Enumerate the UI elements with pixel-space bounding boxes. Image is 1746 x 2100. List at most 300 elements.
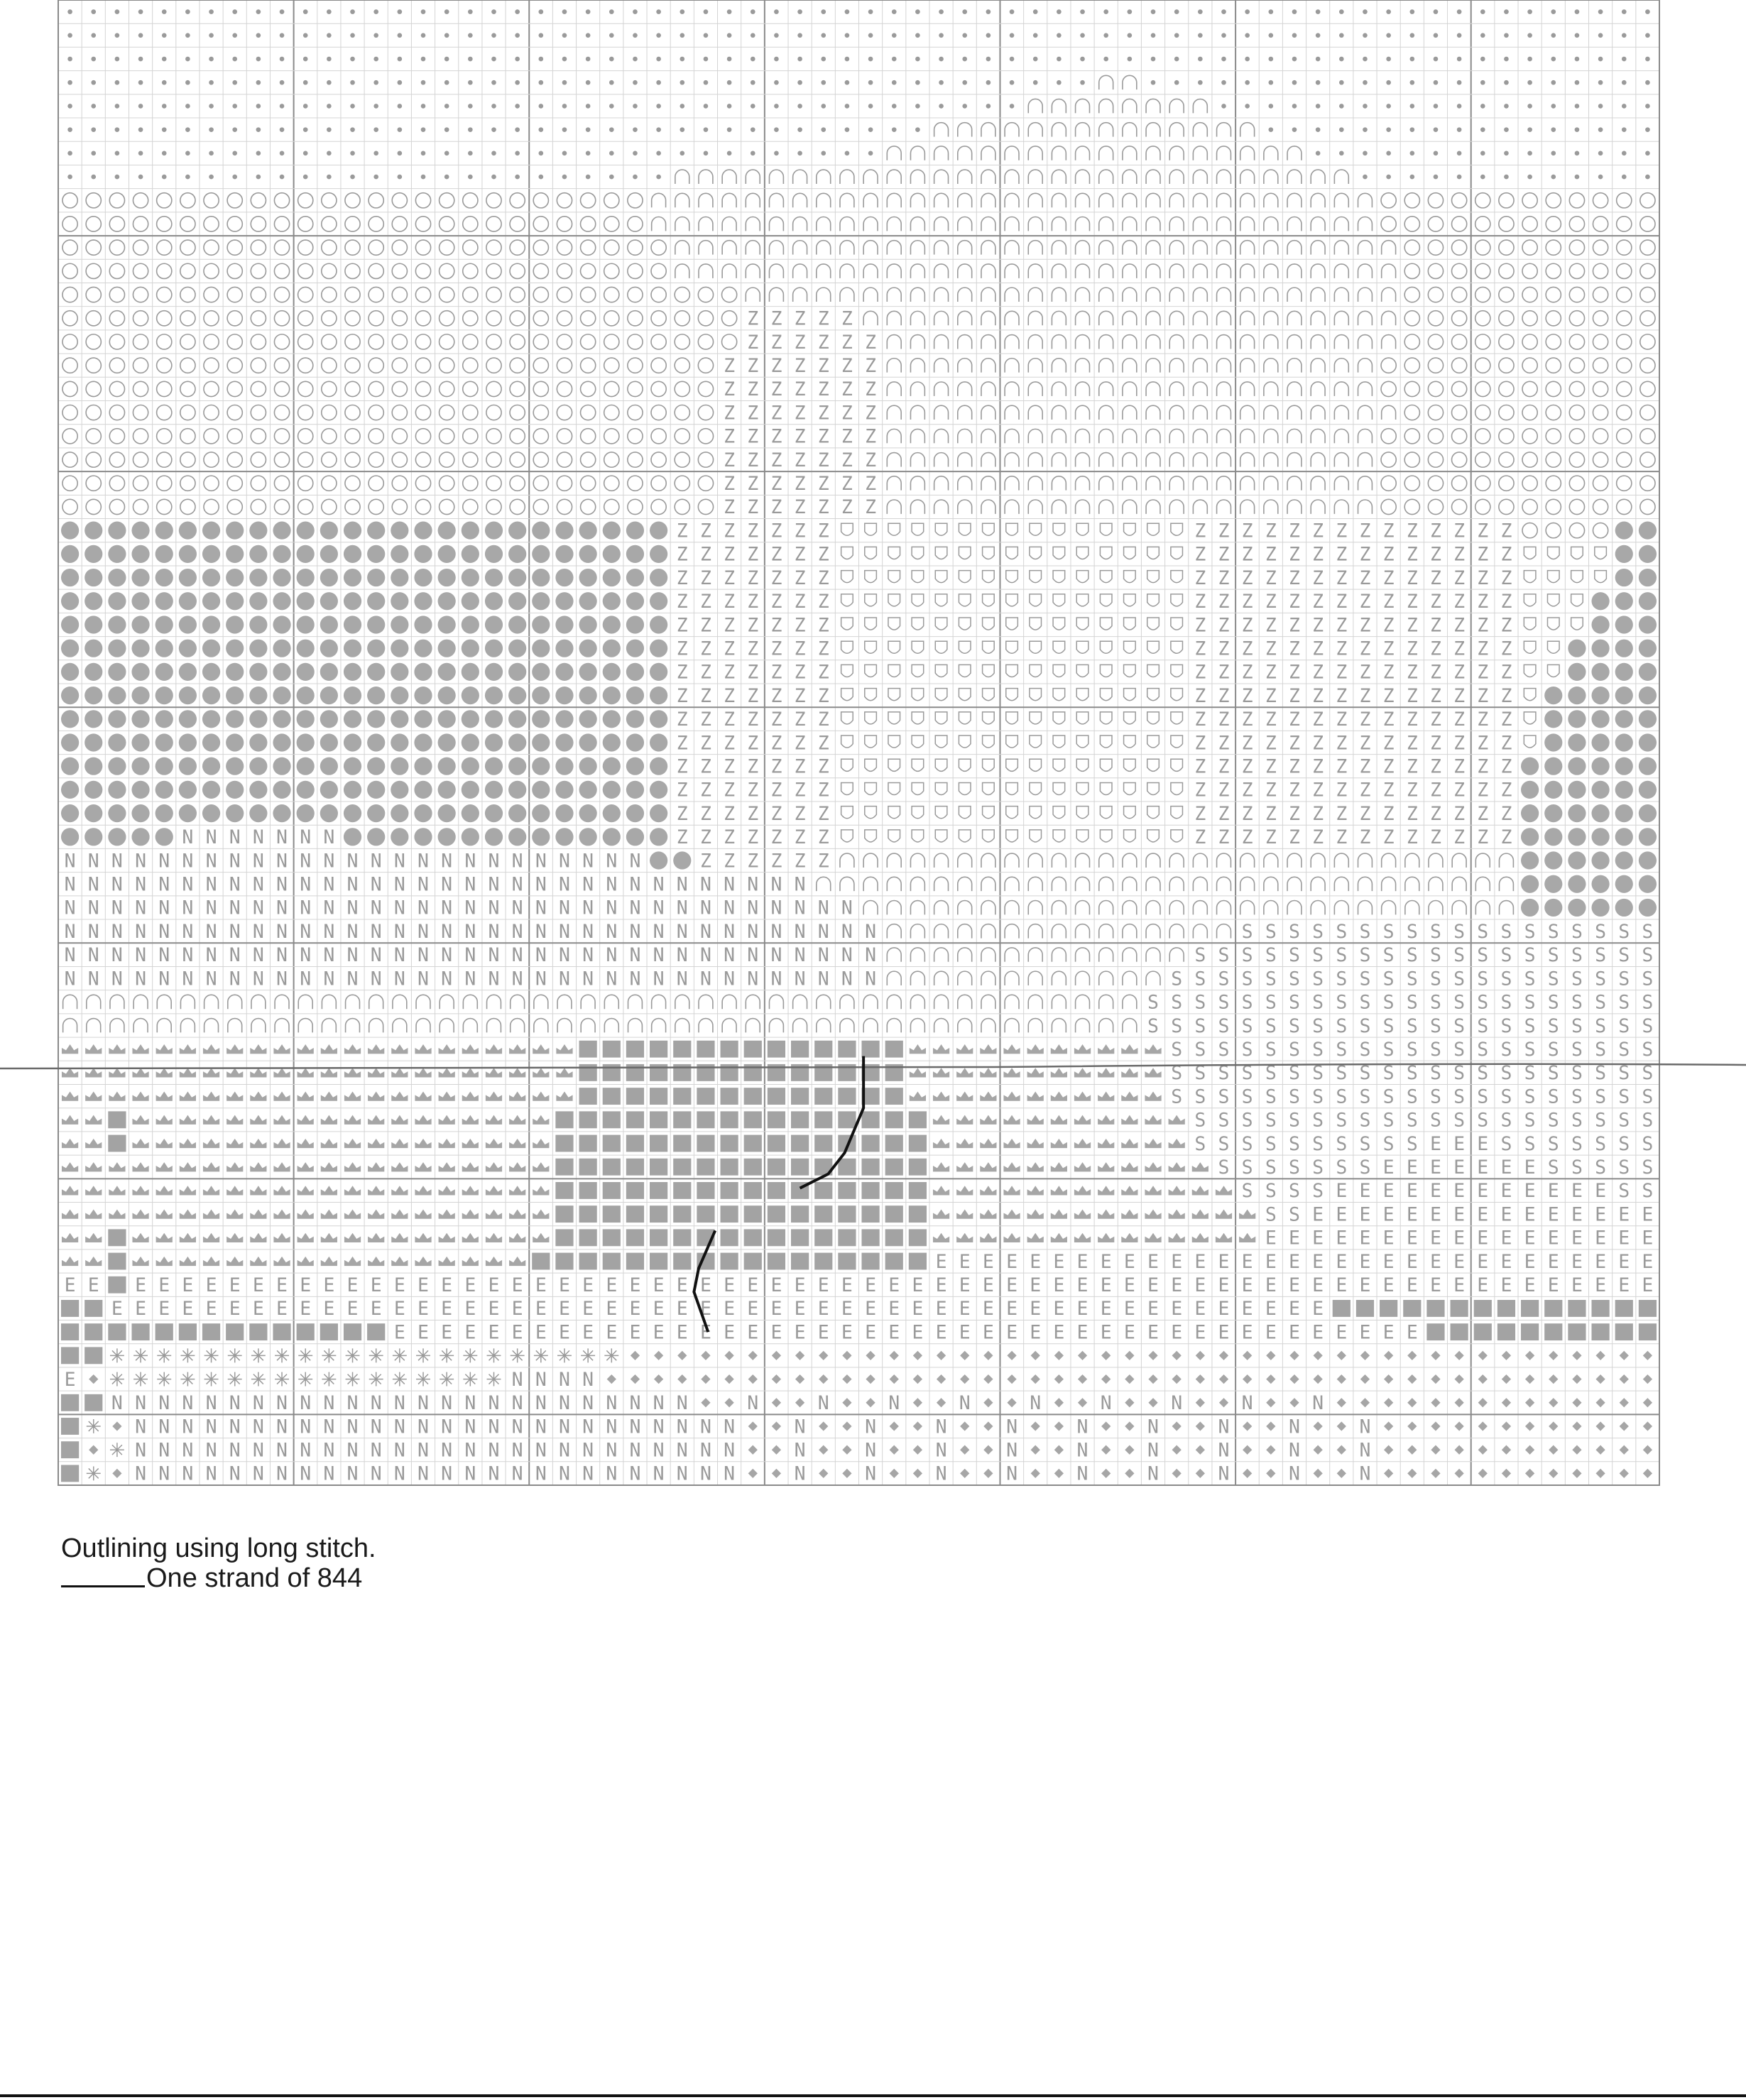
stitch-arch	[1311, 476, 1325, 491]
stitch-arch	[1287, 453, 1302, 467]
stitch-Z	[1453, 685, 1465, 707]
stitch-small-dot	[468, 9, 473, 14]
stitch-circle	[1522, 452, 1537, 467]
stitch-small-dot	[1339, 127, 1344, 132]
stitch-arch	[1169, 193, 1184, 207]
stitch-arch	[1169, 170, 1184, 184]
stitch-Z	[818, 378, 829, 400]
stitch-small-dot	[915, 127, 920, 132]
stitch-small-dot	[774, 80, 779, 85]
stitch-arch	[887, 453, 901, 467]
stitch-small-dot	[185, 33, 190, 38]
stitch-small-dot	[1386, 9, 1391, 14]
stitch-small-dot	[1057, 57, 1062, 62]
stitch-small-dot	[1504, 104, 1509, 109]
stitch-Z	[1407, 544, 1418, 566]
stitch-small-dot	[138, 33, 143, 38]
stitch-arch	[1217, 359, 1231, 373]
stitch-filled-circle	[297, 592, 315, 610]
stitch-small-dot	[115, 57, 120, 62]
stitch-circle	[486, 263, 501, 278]
stitch-small-dot	[138, 104, 143, 109]
stitch-Z	[770, 332, 782, 354]
stitch-circle	[204, 499, 219, 514]
stitch-shield	[959, 547, 971, 559]
stitch-small-dot	[892, 104, 897, 109]
stitch-arch	[840, 170, 854, 184]
stitch-shield	[1524, 689, 1536, 701]
stitch-shield	[865, 594, 877, 606]
stitch-Z	[677, 685, 688, 707]
stitch-small-dot	[280, 151, 285, 156]
stitch-filled-circle	[1639, 687, 1657, 704]
stitch-circle	[369, 429, 383, 444]
stitch-circle	[510, 452, 525, 467]
stitch-Z	[818, 614, 829, 636]
stitch-circle	[157, 287, 172, 302]
stitch-small-dot	[515, 127, 520, 132]
stitch-arch	[1217, 217, 1231, 231]
stitch-filled-circle	[155, 616, 173, 633]
stitch-small-dot	[1434, 80, 1439, 85]
stitch-small-dot	[232, 104, 237, 109]
stitch-circle	[721, 311, 736, 326]
stitch-Z	[724, 662, 735, 684]
stitch-circle	[557, 381, 572, 396]
stitch-small-dot	[586, 175, 591, 180]
stitch-arch	[817, 264, 831, 278]
stitch-circle	[1546, 240, 1561, 255]
stitch-small-dot	[398, 104, 403, 109]
stitch-small-dot	[797, 57, 802, 62]
stitch-shield	[1147, 665, 1160, 677]
stitch-small-dot	[939, 104, 944, 109]
stitch-arch	[675, 241, 689, 255]
stitch-arch	[1052, 429, 1066, 443]
stitch-filled-circle	[367, 616, 385, 633]
stitch-Z	[1407, 591, 1418, 613]
stitch-Z	[795, 449, 806, 471]
stitch-arch	[1005, 241, 1019, 255]
stitch-shield	[1171, 594, 1183, 606]
stitch-arch	[1264, 146, 1278, 160]
stitch-small-dot	[421, 33, 426, 38]
stitch-circle	[157, 263, 172, 278]
stitch-small-dot	[1245, 9, 1250, 14]
stitch-arch	[1334, 241, 1348, 255]
stitch-circle	[1522, 193, 1537, 208]
stitch-arch	[1099, 170, 1113, 184]
stitch-shield	[1547, 641, 1559, 653]
stitch-small-dot	[1409, 151, 1414, 156]
stitch-arch	[1287, 359, 1302, 373]
stitch-small-dot	[1245, 104, 1250, 109]
stitch-filled-circle	[1615, 710, 1633, 728]
stitch-circle	[1452, 452, 1467, 467]
stitch-small-dot	[656, 9, 661, 14]
stitch-filled-circle	[297, 640, 315, 657]
stitch-small-dot	[444, 104, 449, 109]
stitch-arch	[840, 288, 854, 302]
stitch-circle	[274, 476, 289, 491]
stitch-small-dot	[1363, 151, 1368, 156]
stitch-circle	[392, 358, 407, 373]
stitch-arch	[1382, 288, 1396, 302]
stitch-arch	[1311, 359, 1325, 373]
stitch-shield	[959, 735, 971, 748]
stitch-arch	[675, 193, 689, 207]
stitch-arch	[1287, 264, 1302, 278]
stitch-circle	[440, 405, 454, 420]
stitch-Z	[865, 355, 876, 377]
stitch-circle	[1404, 452, 1419, 467]
stitch-Z	[841, 378, 853, 400]
stitch-circle	[628, 405, 643, 420]
stitch-filled-circle	[297, 545, 315, 563]
stitch-small-dot	[797, 9, 802, 14]
stitch-arch	[1099, 123, 1113, 137]
stitch-small-dot	[1480, 104, 1485, 109]
stitch-filled-circle	[485, 616, 503, 633]
stitch-Z	[724, 544, 735, 566]
stitch-circle	[675, 405, 689, 420]
stitch-filled-circle	[320, 545, 338, 563]
stitch-circle	[1546, 287, 1561, 302]
stitch-Z	[1359, 567, 1370, 589]
stitch-circle	[1428, 217, 1443, 231]
stitch-filled-circle	[179, 592, 197, 610]
stitch-circle	[440, 263, 454, 278]
stitch-circle	[1640, 287, 1655, 302]
stitch-Z	[1312, 614, 1324, 636]
stitch-circle	[1522, 499, 1537, 514]
stitch-circle	[1475, 476, 1490, 491]
stitch-small-dot	[609, 9, 614, 14]
stitch-small-dot	[256, 57, 261, 62]
stitch-circle	[1452, 287, 1467, 302]
stitch-circle	[157, 429, 172, 444]
stitch-shield	[841, 689, 853, 701]
stitch-small-dot	[633, 9, 638, 14]
stitch-filled-circle	[462, 592, 479, 610]
stitch-small-dot	[67, 9, 72, 14]
stitch-small-dot	[1033, 80, 1038, 85]
stitch-circle	[274, 499, 289, 514]
svg-text:Z: Z	[795, 308, 806, 330]
stitch-circle	[557, 193, 572, 208]
stitch-shield	[1124, 689, 1136, 701]
stitch-Z	[795, 614, 806, 636]
stitch-arch	[1287, 335, 1302, 349]
stitch-shield	[1076, 547, 1088, 559]
stitch-small-dot	[939, 9, 944, 14]
stitch-small-dot	[868, 33, 873, 38]
stitch-arch	[934, 500, 949, 514]
stitch-arch	[769, 193, 783, 207]
stitch-filled-circle	[532, 522, 550, 540]
stitch-filled-circle	[414, 758, 432, 775]
stitch-circle	[392, 381, 407, 396]
stitch-small-dot	[1363, 57, 1368, 62]
stitch-arch	[1052, 382, 1066, 396]
stitch-filled-circle	[131, 569, 149, 586]
stitch-arch	[746, 264, 760, 278]
stitch-arch	[1099, 476, 1113, 491]
stitch-small-dot	[1103, 57, 1108, 62]
stitch-filled-circle	[179, 522, 197, 540]
stitch-small-dot	[115, 33, 120, 38]
stitch-circle	[533, 381, 548, 396]
stitch-circle	[62, 405, 77, 420]
stitch-circle	[227, 405, 242, 420]
stitch-small-dot	[1316, 127, 1321, 132]
stitch-small-dot	[209, 151, 214, 156]
stitch-circle	[1640, 476, 1655, 491]
stitch-Z	[1336, 709, 1347, 731]
stitch-filled-circle	[626, 616, 644, 633]
stitch-circle	[628, 476, 643, 491]
stitch-small-dot	[1339, 57, 1344, 62]
stitch-circle	[86, 405, 101, 420]
stitch-shield	[1053, 547, 1065, 559]
stitch-Z	[1453, 520, 1465, 542]
stitch-arch	[1217, 170, 1231, 184]
stitch-circle	[604, 334, 619, 349]
stitch-filled-circle	[414, 616, 432, 633]
stitch-Z	[1265, 591, 1277, 613]
stitch-small-dot	[821, 80, 826, 85]
stitch-shield	[1006, 735, 1018, 748]
stitch-Z	[1289, 544, 1300, 566]
stitch-arch	[1005, 170, 1019, 184]
stitch-small-dot	[562, 151, 567, 156]
stitch-filled-circle	[579, 545, 597, 563]
stitch-circle	[440, 287, 454, 302]
stitch-small-dot	[1575, 9, 1580, 14]
stitch-small-dot	[1575, 151, 1580, 156]
stitch-circle	[1499, 429, 1514, 444]
stitch-small-dot	[892, 9, 897, 14]
stitch-Z	[1218, 662, 1230, 684]
stitch-Z	[1336, 544, 1347, 566]
stitch-circle	[1428, 240, 1443, 255]
stitch-filled-circle	[438, 733, 456, 751]
stitch-circle	[322, 381, 337, 396]
stitch-circle	[1475, 429, 1490, 444]
stitch-small-dot	[727, 104, 732, 109]
stitch-shield	[1147, 618, 1160, 630]
stitch-small-dot	[1174, 9, 1179, 14]
stitch-small-dot	[1480, 127, 1485, 132]
stitch-shield	[935, 523, 947, 535]
stitch-filled-circle	[508, 710, 526, 728]
stitch-arch	[1240, 288, 1255, 302]
stitch-arch	[1240, 311, 1255, 325]
stitch-Z	[795, 567, 806, 589]
stitch-Z	[818, 567, 829, 589]
stitch-circle	[322, 499, 337, 514]
stitch-small-dot	[962, 80, 967, 85]
stitch-small-dot	[1245, 33, 1250, 38]
stitch-small-dot	[1033, 57, 1038, 62]
stitch-small-dot	[373, 9, 378, 14]
stitch-arch	[722, 264, 736, 278]
stitch-small-dot	[115, 175, 120, 180]
stitch-Z	[747, 332, 758, 354]
stitch-circle	[1404, 429, 1419, 444]
stitch-circle	[1640, 358, 1655, 373]
stitch-Z	[1336, 520, 1347, 542]
stitch-circle	[1546, 381, 1561, 396]
stitch-arch	[1382, 264, 1396, 278]
stitch-arch	[817, 241, 831, 255]
stitch-arch	[981, 359, 995, 373]
stitch-circle	[345, 499, 360, 514]
stitch-filled-circle	[367, 569, 385, 586]
stitch-small-dot	[115, 151, 120, 156]
stitch-small-dot	[444, 175, 449, 180]
stitch-small-dot	[185, 57, 190, 62]
stitch-circle	[415, 334, 430, 349]
stitch-filled-circle	[61, 545, 79, 563]
stitch-arch	[1217, 146, 1231, 160]
stitch-filled-circle	[532, 687, 550, 704]
stitch-arch	[1334, 311, 1348, 325]
stitch-filled-circle	[155, 569, 173, 586]
stitch-arch	[1076, 453, 1090, 467]
stitch-arch	[1217, 382, 1231, 396]
stitch-arch	[1264, 382, 1278, 396]
stitch-circle	[1381, 193, 1396, 208]
stitch-filled-circle	[1615, 687, 1633, 704]
stitch-circle	[415, 405, 430, 420]
stitch-circle	[157, 499, 172, 514]
stitch-small-dot	[962, 104, 967, 109]
stitch-small-dot	[1292, 104, 1297, 109]
stitch-shield	[1053, 665, 1065, 677]
stitch-shield	[1100, 594, 1112, 606]
stitch-arch	[1076, 123, 1090, 137]
stitch-small-dot	[1504, 33, 1509, 38]
stitch-arch	[1146, 123, 1160, 137]
stitch-Z	[770, 378, 782, 400]
stitch-Z	[841, 473, 853, 495]
stitch-circle	[1428, 429, 1443, 444]
stitch-filled-circle	[1615, 733, 1633, 751]
stitch-small-dot	[444, 33, 449, 38]
stitch-circle	[440, 452, 454, 467]
stitch-circle	[298, 476, 313, 491]
stitch-Z	[1407, 709, 1418, 731]
stitch-shield	[1053, 641, 1065, 653]
stitch-small-dot	[1622, 175, 1627, 180]
stitch-small-dot	[1622, 127, 1627, 132]
stitch-arch	[1146, 335, 1160, 349]
stitch-arch	[1311, 241, 1325, 255]
stitch-small-dot	[185, 151, 190, 156]
stitch-shield	[983, 571, 995, 583]
stitch-small-dot	[868, 9, 873, 14]
stitch-filled-circle	[202, 592, 220, 610]
stitch-circle	[1428, 287, 1443, 302]
stitch-arch	[1358, 405, 1373, 420]
stitch-Z	[1336, 591, 1347, 613]
stitch-filled-circle	[555, 733, 573, 751]
stitch-circle	[109, 476, 124, 491]
stitch-filled-circle	[532, 592, 550, 610]
stitch-arch	[958, 359, 972, 373]
stitch-Z	[795, 426, 806, 448]
stitch-small-dot	[1645, 151, 1650, 156]
stitch-Z	[795, 378, 806, 400]
stitch-arch	[910, 288, 924, 302]
stitch-small-dot	[1598, 151, 1603, 156]
stitch-small-dot	[1645, 127, 1650, 132]
stitch-circle	[1499, 263, 1514, 278]
stitch-small-dot	[797, 80, 802, 85]
stitch-circle	[1428, 405, 1443, 420]
stitch-circle	[133, 381, 148, 396]
stitch-small-dot	[1128, 57, 1133, 62]
stitch-small-dot	[1103, 9, 1108, 14]
stitch-small-dot	[350, 80, 355, 85]
stitch-small-dot	[1504, 57, 1509, 62]
stitch-circle	[1452, 476, 1467, 491]
stitch-Z	[747, 496, 758, 518]
stitch-circle	[1522, 429, 1537, 444]
stitch-shield	[841, 594, 853, 606]
stitch-arch	[1076, 99, 1090, 113]
stitch-circle	[227, 499, 242, 514]
stitch-small-dot	[1527, 104, 1532, 109]
stitch-circle	[628, 499, 643, 514]
stitch-circle	[227, 217, 242, 231]
stitch-Z	[795, 355, 806, 377]
stitch-arch	[1099, 311, 1113, 325]
stitch-small-dot	[280, 127, 285, 132]
stitch-circle	[157, 240, 172, 255]
stitch-circle	[180, 405, 195, 420]
stitch-arch	[1076, 146, 1090, 160]
stitch-small-dot	[515, 9, 520, 14]
stitch-arch	[958, 429, 972, 443]
stitch-filled-circle	[626, 545, 644, 563]
stitch-arch	[1099, 382, 1113, 396]
stitch-arch	[887, 217, 901, 231]
stitch-filled-circle	[1568, 710, 1586, 728]
stitch-shield	[1147, 712, 1160, 724]
stitch-circle	[86, 217, 101, 231]
stitch-shield	[1076, 712, 1088, 724]
stitch-arch	[1264, 288, 1278, 302]
stitch-circle	[274, 334, 289, 349]
stitch-arch	[934, 476, 949, 491]
stitch-filled-circle	[391, 758, 408, 775]
stitch-Z	[770, 614, 782, 636]
stitch-circle	[274, 381, 289, 396]
stitch-filled-circle	[391, 616, 408, 633]
stitch-arch	[958, 382, 972, 396]
stitch-filled-circle	[297, 616, 315, 633]
stitch-small-dot	[1504, 151, 1509, 156]
stitch-filled-circle	[508, 522, 526, 540]
stitch-circle	[322, 405, 337, 420]
stitch-circle	[369, 381, 383, 396]
stitch-circle	[109, 287, 124, 302]
stitch-arch	[887, 500, 901, 514]
stitch-circle	[86, 476, 101, 491]
stitch-circle	[345, 334, 360, 349]
